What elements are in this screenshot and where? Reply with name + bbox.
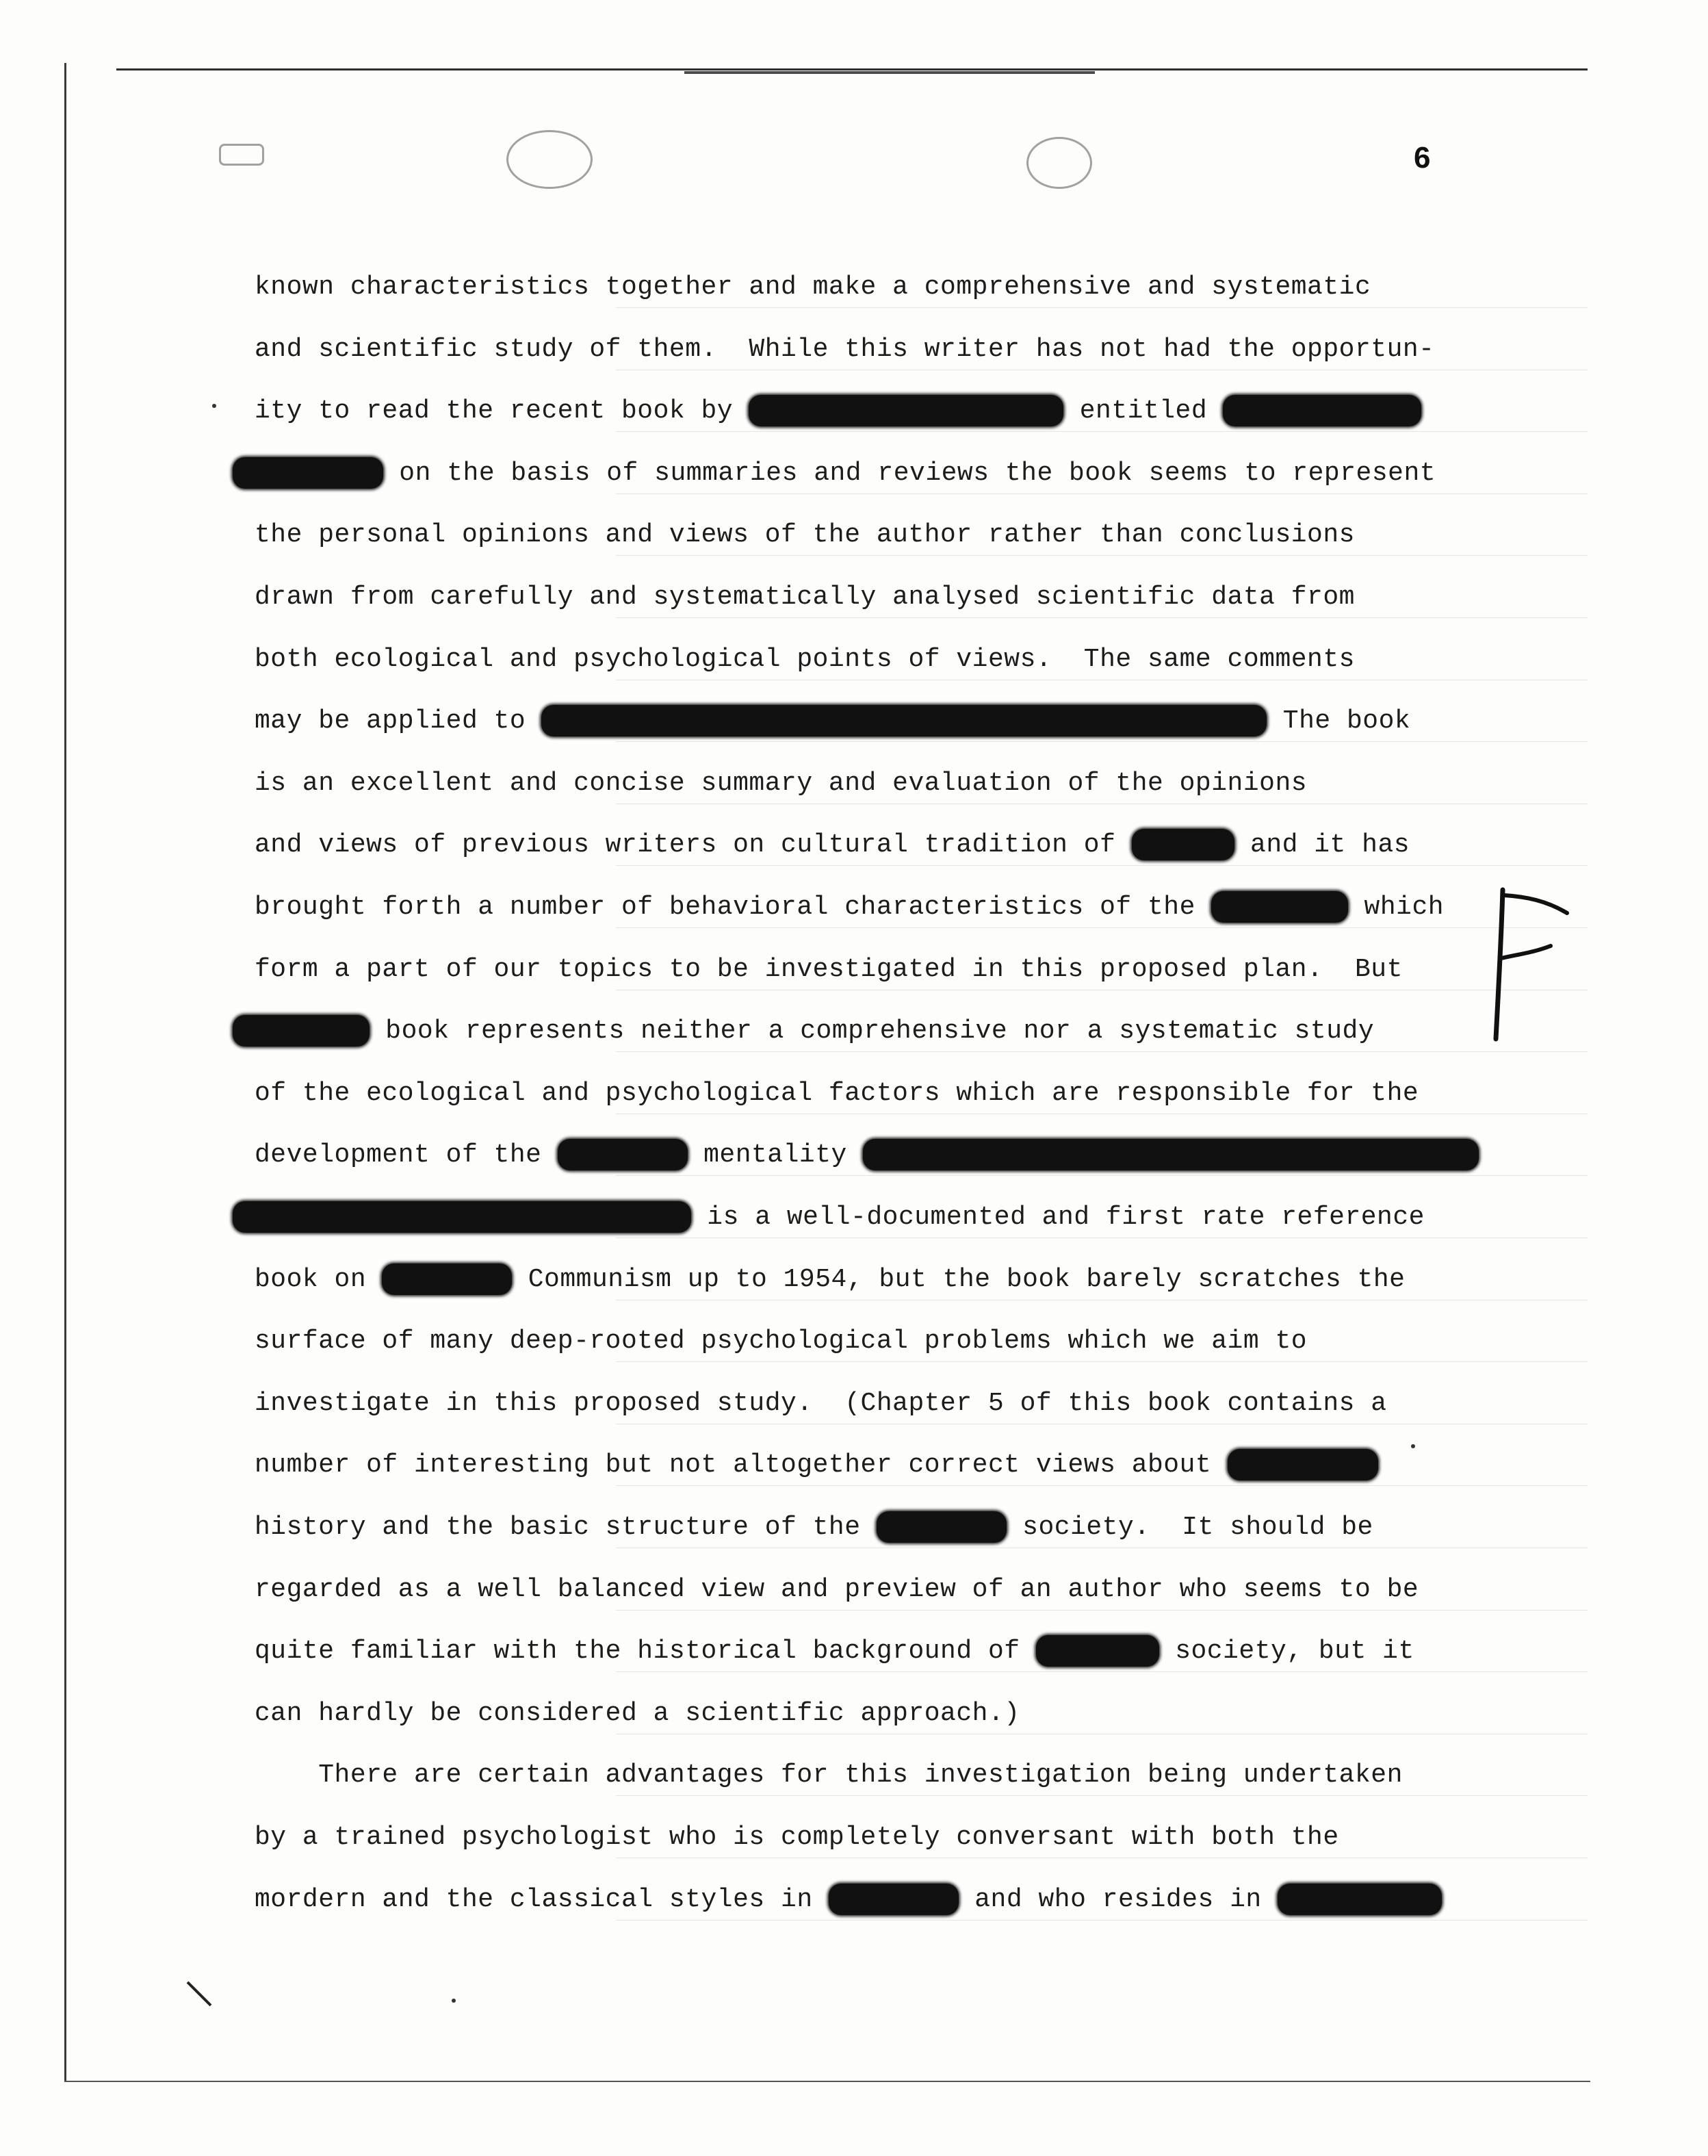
scan-top-edge-thick xyxy=(684,71,1095,74)
text-segment: development of the xyxy=(255,1140,558,1170)
faint-guide-line xyxy=(616,617,1588,618)
text-segment: surface of many deep-rooted psychological problems which we aim to xyxy=(255,1326,1308,1357)
text-segment: history and the basic structure of the xyxy=(255,1513,877,1542)
scan-top-edge xyxy=(116,68,1588,70)
text-line xyxy=(255,636,1355,684)
redaction-block xyxy=(863,1139,1479,1170)
text-segment: may be applied to xyxy=(255,706,542,736)
handwritten-margin-mark xyxy=(1471,883,1581,1047)
text-line xyxy=(255,1441,1378,1489)
text-line xyxy=(255,387,1421,435)
text-line xyxy=(255,1690,1020,1738)
redaction-block xyxy=(558,1139,688,1170)
text-segment: mentality xyxy=(687,1140,864,1170)
text-segment: regarded as a well balanced view and preview of an author who seems to be xyxy=(255,1574,1419,1604)
scan-bottom-edge xyxy=(64,2081,1590,2082)
faint-guide-line xyxy=(616,1237,1588,1238)
text-line xyxy=(255,1814,1339,1862)
text-line xyxy=(255,1504,1373,1552)
text-segment: can hardly be considered a scientific approach.) xyxy=(255,1698,1020,1728)
text-segment: society. It should be xyxy=(1006,1513,1373,1542)
faint-guide-line xyxy=(616,1051,1588,1052)
text-segment: mordern and the classical styles in xyxy=(255,1884,829,1914)
ink-smudge xyxy=(506,130,593,189)
text-segment: on the basis of summaries and reviews the book seems to represent xyxy=(383,458,1436,488)
text-segment: number of interesting but not altogether correct views about xyxy=(255,1450,1228,1480)
text-segment: which xyxy=(1348,893,1445,922)
text-line xyxy=(255,1318,1307,1365)
redaction-block xyxy=(1036,1635,1159,1667)
text-line xyxy=(255,1380,1387,1428)
faint-guide-line xyxy=(616,741,1588,742)
ink-smudge xyxy=(219,144,264,166)
redaction-block xyxy=(541,705,1267,736)
faint-guide-line xyxy=(616,1175,1588,1176)
text-segment: form a part of our topics to be investigated in this proposed plan. But xyxy=(255,954,1403,984)
faint-guide-line xyxy=(616,865,1588,866)
text-segment: Communism up to 1954, but the book barely scratches the xyxy=(512,1264,1406,1294)
redaction-block xyxy=(382,1263,512,1295)
faint-guide-line xyxy=(616,1361,1588,1362)
faint-guide-line xyxy=(616,1485,1588,1486)
text-segment: There are certain advantages for this investigation being undertaken xyxy=(255,1760,1403,1791)
speck xyxy=(1411,1444,1415,1448)
text-line xyxy=(255,264,1371,311)
page-number: 6 xyxy=(1414,141,1431,175)
text-segment: The book xyxy=(1267,706,1411,736)
text-segment: by a trained psychologist who is completely conversant with both the xyxy=(255,1823,1339,1852)
text-segment: is a well-documented and first rate reference xyxy=(691,1203,1425,1232)
text-segment: and it has xyxy=(1234,830,1410,860)
text-segment: book on xyxy=(255,1264,383,1294)
text-segment: investigate in this proposed study. (Chapter 5 of this book contains a xyxy=(255,1388,1387,1418)
faint-guide-line xyxy=(616,927,1588,928)
redaction-block xyxy=(1278,1884,1442,1915)
text-line xyxy=(255,1628,1414,1676)
text-line xyxy=(255,574,1355,621)
ink-smudge xyxy=(1026,137,1092,189)
faint-guide-line xyxy=(616,431,1588,432)
text-segment: is an excellent and concise summary and evaluation of the opinions xyxy=(255,768,1308,798)
redaction-block xyxy=(1223,395,1421,426)
speck xyxy=(212,404,216,408)
text-segment: and who resides in xyxy=(958,1884,1278,1914)
scan-left-edge xyxy=(64,63,66,2082)
redaction-block xyxy=(829,1884,959,1915)
text-segment: brought forth a number of behavioral characteristics of the xyxy=(255,893,1212,922)
redaction-block xyxy=(233,1015,370,1047)
redaction-block xyxy=(1132,829,1234,860)
text-segment: the personal opinions and views of the author rather than conclusions xyxy=(255,520,1355,550)
text-line xyxy=(233,450,1436,498)
text-segment: society, but it xyxy=(1159,1637,1414,1667)
faint-guide-line xyxy=(616,555,1588,556)
text-line xyxy=(255,1256,1405,1304)
text-line xyxy=(255,821,1410,869)
text-line xyxy=(255,1876,1442,1924)
text-segment: both ecological and psychological points of views. The same comments xyxy=(255,644,1355,674)
redaction-block xyxy=(1211,891,1348,923)
faint-guide-line xyxy=(616,1920,1588,1921)
text-line xyxy=(233,1194,1425,1242)
text-line xyxy=(255,946,1403,994)
redaction-block xyxy=(233,1201,691,1233)
redaction-block xyxy=(877,1511,1007,1543)
text-segment: book represents neither a comprehensive nor a systematic study xyxy=(370,1016,1375,1047)
redaction-block xyxy=(749,395,1063,426)
faint-guide-line xyxy=(616,1671,1588,1672)
text-line xyxy=(255,1566,1419,1614)
text-segment: of the ecological and psychological factors which are responsible for the xyxy=(255,1078,1419,1108)
faint-guide-line xyxy=(616,307,1588,308)
text-segment: known characteristics together and make a comprehensive and systematic xyxy=(255,272,1371,302)
text-line xyxy=(255,884,1444,932)
faint-guide-line xyxy=(616,1795,1588,1796)
text-segment: drawn from carefully and systematically analysed scientific data from xyxy=(255,582,1355,612)
text-line xyxy=(255,697,1410,745)
text-line xyxy=(255,326,1434,374)
redaction-block xyxy=(233,457,383,489)
text-line xyxy=(233,1008,1374,1055)
redaction-block xyxy=(1228,1449,1378,1480)
text-segment: and scientific study of them. While this writer has not had the opportun- xyxy=(255,334,1435,364)
text-segment: and views of previous writers on cultural tradition of xyxy=(255,830,1132,860)
text-line xyxy=(255,1751,1403,1799)
text-line xyxy=(255,511,1355,559)
stray-pen-mark xyxy=(183,1978,224,2019)
text-segment: quite familiar with the historical background of xyxy=(255,1637,1036,1667)
text-segment: ity to read the recent book by xyxy=(255,396,749,426)
faint-guide-line xyxy=(616,493,1588,494)
text-line xyxy=(255,1070,1419,1118)
text-segment: entitled xyxy=(1063,396,1224,426)
speck xyxy=(452,1999,456,2003)
text-line xyxy=(255,760,1307,808)
text-line xyxy=(255,1131,1479,1179)
